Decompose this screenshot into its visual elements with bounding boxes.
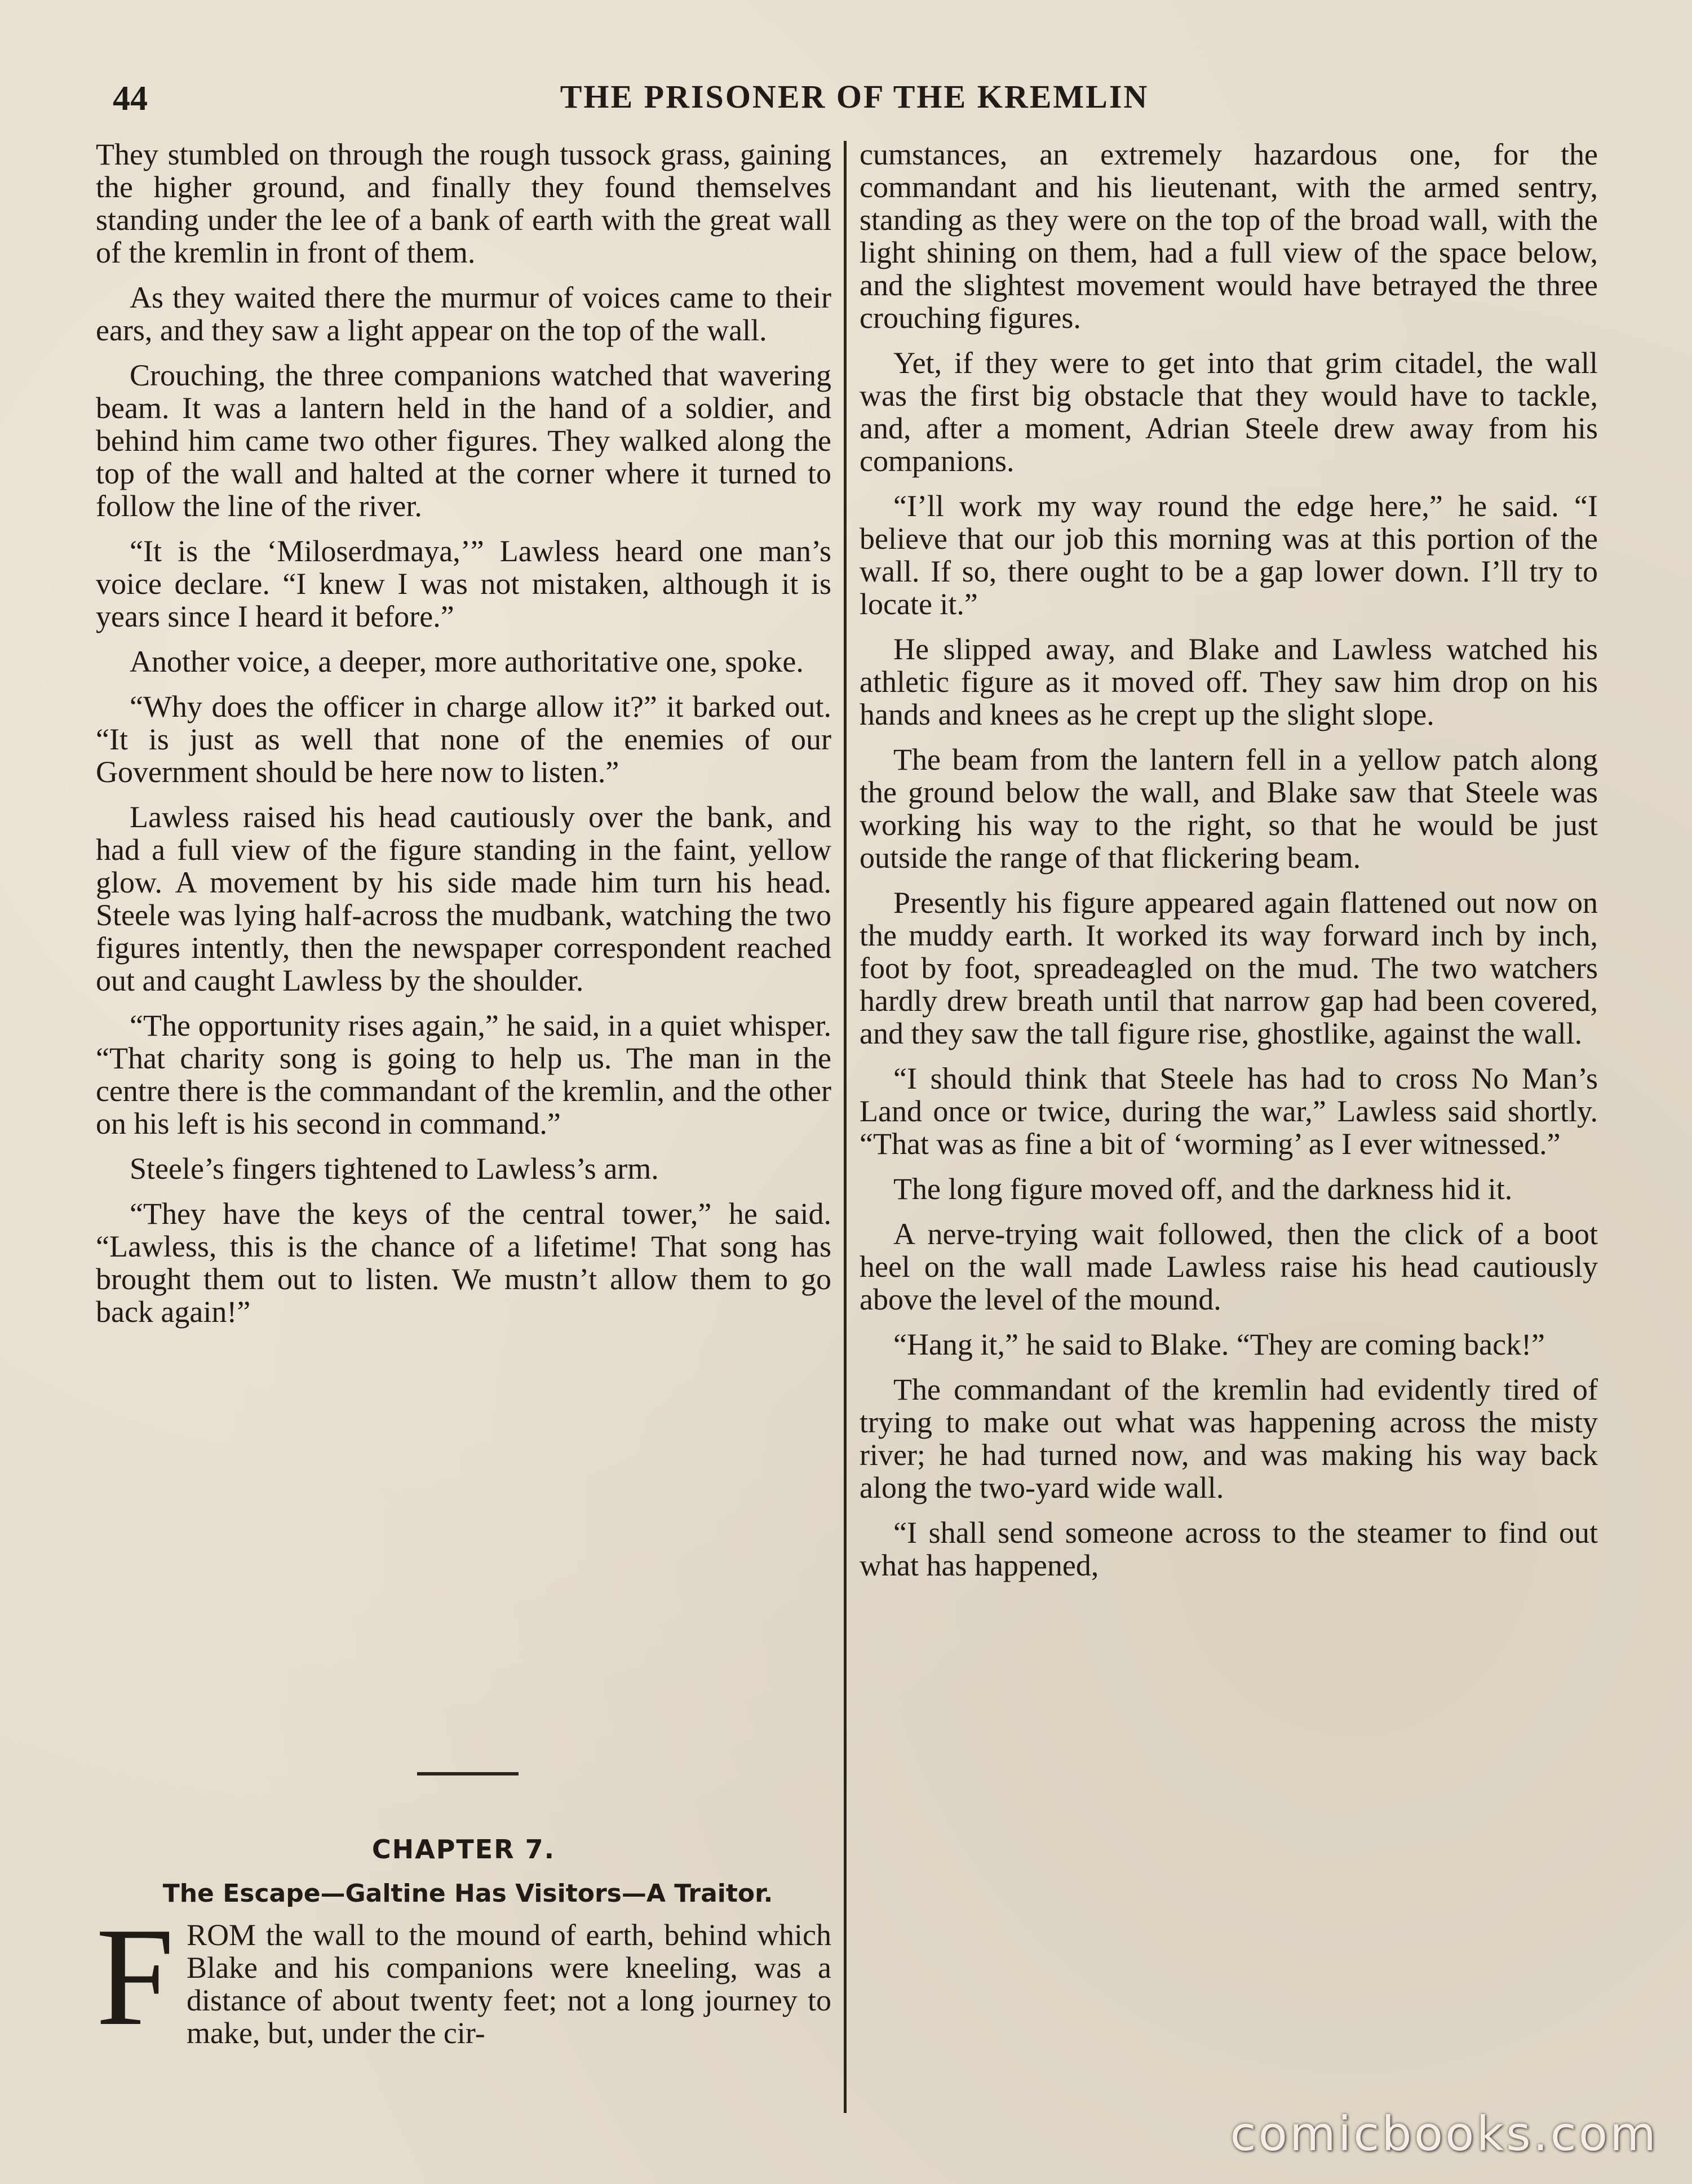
- chapter-heading: CHAPTER 7.: [371, 1834, 556, 1865]
- column-divider: [844, 141, 847, 2113]
- left-column: [96, 138, 831, 1340]
- paragraph: Lawless raised his head cautiously over the bank, and had a full view of the figure standing in the faint, yellow glow. A movement by his side made him turn his head. Steele was lying half-across the mudbank, watching the two figures intently, then the newspaper correspondent reached out and caught Lawless by the shoulder.: [96, 800, 831, 997]
- paragraph: “Hang it,” he said to Blake. “They are coming back!”: [893, 1328, 1545, 1361]
- page-number: 44: [113, 79, 148, 118]
- paragraph: The beam from the lantern fell in a yellow patch along the ground below the wall, and Blake saw that Steele was working his way to the right, so that he would be just outside the range of that flickering beam.: [860, 743, 1598, 875]
- chapter-opening: [96, 1899, 831, 2055]
- right-column: [860, 138, 1598, 1594]
- paragraph: “Why does the officer in charge allow it?” it barked out. “It is just as well that none of the enemies of our Government should be here now to listen.”: [96, 690, 831, 789]
- paragraph: They stumbled on through the rough tussock grass, gaining the higher ground, and finally they found themselves standing under the lee of a bank of earth with the great wall of the kremlin in front of them.: [96, 137, 831, 269]
- paragraph: Presently his figure appeared again flattened out now on the muddy earth. It worked its way forward inch by inch, foot by foot, spreadeagled on the mud. The two watchers hardly drew breath until that narrow gap had been covered, and they saw the tall figure rise, ghostlike, against the wall.: [860, 886, 1598, 1050]
- paragraph: “They have the keys of the central tower,” he said. “Lawless, this is the chance of a lifetime! That song has brought them out to listen. We mustn’t allow them to go back again!”: [96, 1197, 831, 1329]
- paragraph: “I should think that Steele has had to cross No Man’s Land once or twice, during the war,” Lawless said shortly. “That was as fine a bit of ‘worming’ as I ever witnessed.”: [860, 1062, 1598, 1161]
- paragraph: The commandant of the kremlin had evidently tired of trying to make out what was happening across the misty river; he had turned now, and was making his way back along the two-yard wide wall.: [860, 1373, 1598, 1504]
- running-title: THE PRISONER OF THE KREMLIN: [560, 78, 1149, 115]
- watermark: comicbooks.com: [1230, 2106, 1658, 2161]
- paragraph: “The opportunity rises again,” he said, in a quiet whisper. “That charity song is going to help us. The man in the centre there is the commandant of the kremlin, and the other on his left is his second in command.”: [96, 1009, 831, 1140]
- paragraph: A nerve-trying wait followed, then the click of a boot heel on the wall made Lawless raise his head cautiously above the level of the mound.: [860, 1217, 1598, 1316]
- paragraph: cumstances, an extremely hazardous one, for the commandant and his lieutenant, with the armed sentry, standing as they were on the top of the broad wall, with the light shining on them, had a full view of the space below, and the slightest movement would have betrayed the three crouching figures.: [860, 137, 1598, 335]
- paragraph: “It is the ‘Miloserdmaya,’” Lawless heard one man’s voice declare. “I knew I was not mistaken, although it is years since I heard it before.”: [96, 534, 831, 633]
- section-divider: [417, 1772, 519, 1775]
- chapter-opening-text: ROM the wall to the mound of earth, behind which Blake and his companions were kneeling, was a distance of about twenty feet; not a long journey to make, but, under the cir-: [187, 1918, 831, 2050]
- chapter-subtitle: The Escape—Galtine Has Visitors—A Traitor.: [162, 1879, 773, 1908]
- paragraph: Yet, if they were to get into that grim citadel, the wall was the first big obstacle that they would have to tackle, and, after a moment, Adrian Steele drew away from his companions.: [860, 346, 1598, 478]
- paragraph: Another voice, a deeper, more authoritative one, spoke.: [130, 645, 804, 678]
- paragraph: Crouching, the three companions watched that wavering beam. It was a lantern held in the hand of a soldier, and behind him came two other figures. They walked along the top of the wall and halted at the corner where it turned to follow the line of the river.: [96, 358, 831, 523]
- paragraph: As they waited there the murmur of voices came to their ears, and they saw a light appear on the top of the wall.: [96, 281, 831, 347]
- drop-cap: F: [96, 1899, 175, 2055]
- page-header: [107, 73, 1602, 124]
- paragraph: He slipped away, and Blake and Lawless watched his athletic figure as it moved off. They saw him drop on his hands and knees as he crept up the slight slope.: [860, 632, 1598, 731]
- paragraph: “I’ll work my way round the edge here,” he said. “I believe that our job this morning was at this portion of the wall. If so, there ought to be a gap lower down. I’ll try to locate it.”: [860, 489, 1598, 621]
- paragraph: Steele’s fingers tightened to Lawless’s arm.: [130, 1152, 659, 1186]
- paragraph: “I shall send someone across to the steamer to find out what has happened,: [860, 1516, 1598, 1582]
- paragraph: The long figure moved off, and the darkness hid it.: [893, 1172, 1513, 1206]
